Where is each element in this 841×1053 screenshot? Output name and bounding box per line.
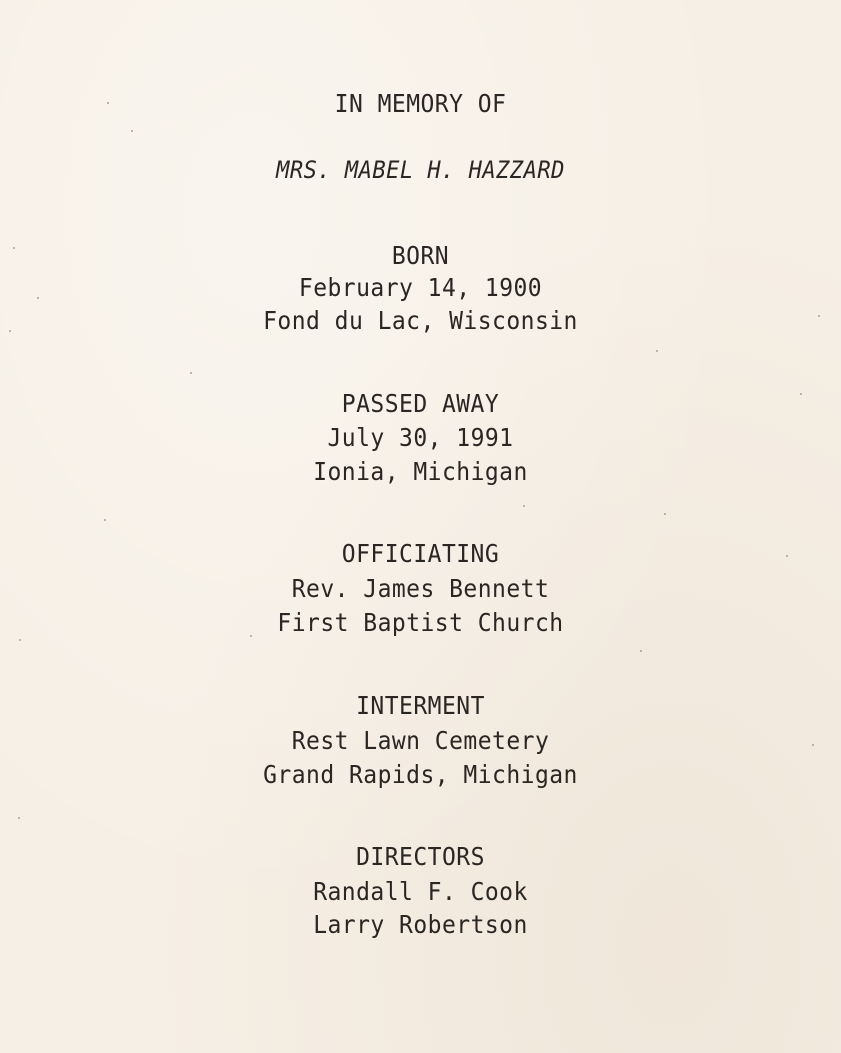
interment-cemetery: Rest Lawn Cemetery	[291, 726, 550, 755]
passed-away-label: PASSED AWAY	[341, 389, 500, 418]
paper-speck	[37, 297, 39, 299]
paper-speck	[640, 650, 642, 652]
paper-speck	[131, 130, 133, 132]
director-name: Larry Robertson	[313, 910, 528, 939]
interment-place: Grand Rapids, Michigan	[263, 760, 578, 789]
paper-speck	[250, 635, 252, 637]
officiating-name: Rev. James Bennett	[291, 574, 550, 603]
paper-speck	[818, 315, 820, 317]
paper-speck	[656, 350, 658, 352]
passed-away-date: July 30, 1991	[327, 423, 514, 452]
officiating-label: OFFICIATING	[341, 539, 500, 568]
officiating-church: First Baptist Church	[277, 608, 564, 637]
paper-speck	[190, 372, 192, 374]
born-date: February 14, 1900	[298, 273, 543, 302]
paper-speck	[800, 393, 802, 395]
passed-away-place: Ionia, Michigan	[313, 457, 528, 486]
paper-speck	[9, 330, 11, 332]
paper-speck	[19, 639, 21, 641]
paper-speck	[107, 102, 109, 104]
paper-speck	[664, 513, 666, 515]
memorial-heading: IN MEMORY OF	[334, 89, 507, 118]
director-name: Randall F. Cook	[313, 877, 528, 906]
born-place: Fond du Lac, Wisconsin	[263, 306, 578, 335]
paper-speck	[18, 817, 20, 819]
paper-speck	[786, 555, 788, 557]
directors-label: DIRECTORS	[356, 842, 485, 871]
paper-speck	[523, 505, 525, 507]
deceased-name: MRS. MABEL H. HAZZARD	[276, 156, 565, 184]
paper-speck	[104, 519, 106, 521]
paper-speck	[13, 247, 15, 249]
paper-speck	[812, 744, 814, 746]
interment-label: INTERMENT	[356, 691, 485, 720]
born-label: BORN	[391, 241, 450, 270]
